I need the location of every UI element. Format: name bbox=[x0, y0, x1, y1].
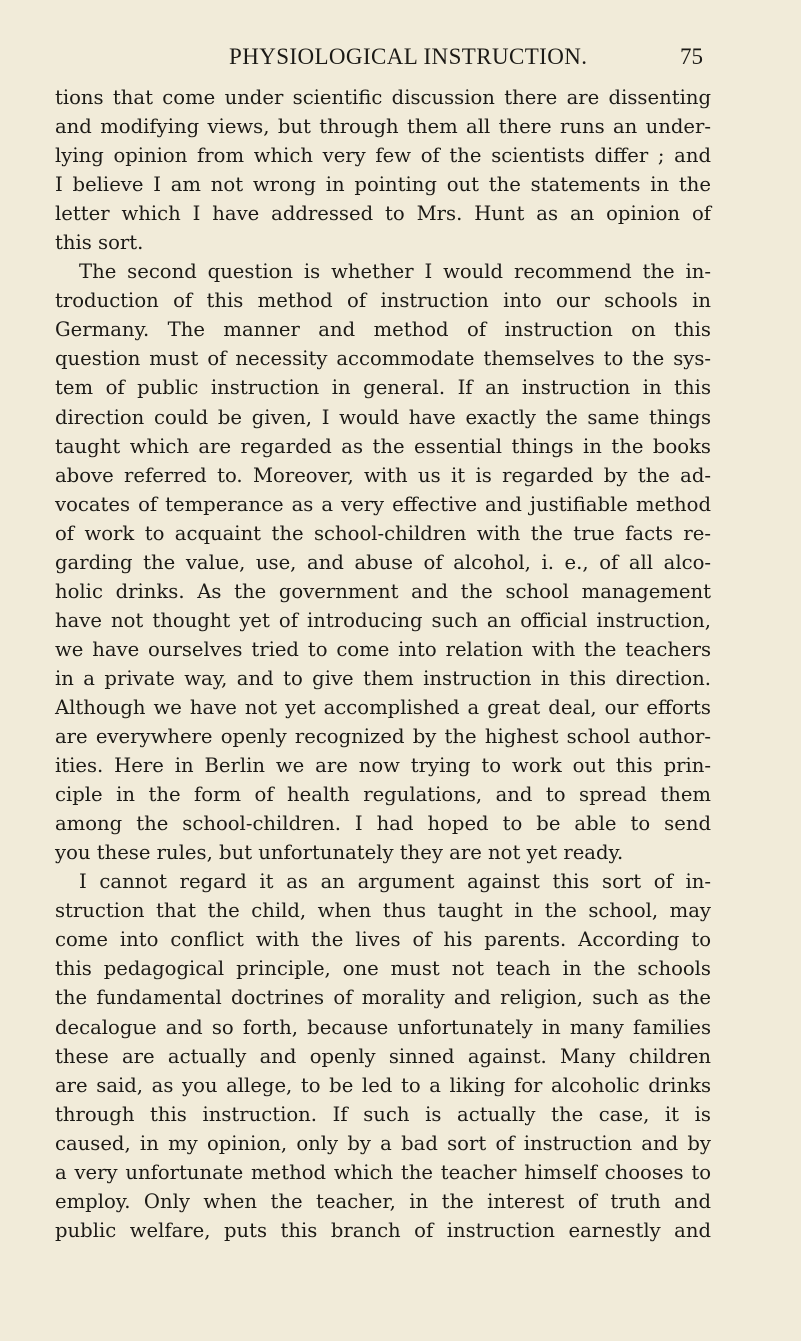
text-line: lying opinion from which very few of the scientists differ ; and bbox=[55, 144, 711, 168]
text-line: are said, as you allege, to be led to a liking for alcoholic drinks bbox=[55, 1073, 711, 1097]
text-line: Although we have not yet accomplished a great deal, our efforts bbox=[55, 695, 711, 719]
text-line: question must of necessity accommodate themselves to the sys- bbox=[55, 347, 711, 371]
text-line: tem of public instruction in general. If an instruction in this bbox=[55, 376, 711, 400]
text-line: direction could be given, I would have exactly the same things bbox=[55, 405, 711, 429]
text-line: these are actually and openly sinned against. Many children bbox=[55, 1044, 711, 1068]
text-line: caused, in my opinion, only by a bad sort of instruction and by bbox=[55, 1131, 711, 1155]
page-header bbox=[0, 44, 801, 74]
text-line: garding the value, use, and abuse of alcohol, i. e., of all alco- bbox=[55, 550, 711, 574]
text-line: the fundamental doctrines of morality and religion, such as the bbox=[55, 986, 711, 1010]
text-line: have not thought yet of introducing such an official instruction, bbox=[55, 608, 711, 632]
text-line: you these rules, but unfortunately they are not yet ready. bbox=[55, 841, 624, 865]
text-line: struction that the child, when thus taught in the school, may bbox=[55, 899, 711, 923]
text-line: among the school-children. I had hoped to be able to send bbox=[55, 812, 711, 836]
text-line: employ. Only when the teacher, in the interest of truth and bbox=[55, 1189, 711, 1213]
text-line: are everywhere openly recognized by the highest school author- bbox=[55, 725, 711, 749]
text-line: public welfare, puts this branch of instruction earnestly and bbox=[55, 1218, 711, 1242]
text-line: vocates of temperance as a very effective and justifiable method bbox=[55, 492, 711, 516]
text-line: ciple in the form of health regulations, and to spread them bbox=[55, 783, 711, 807]
text-line: a very unfortunate method which the teacher himself chooses to bbox=[55, 1160, 711, 1184]
text-line: of work to acquaint the school-children with the true facts re- bbox=[55, 521, 711, 545]
page-number: 75 bbox=[680, 44, 703, 69]
text-line: and modifying views, but through them all there runs an under- bbox=[55, 115, 711, 139]
text-line: decalogue and so forth, because unfortunately in many families bbox=[55, 1015, 711, 1039]
text-line: this pedagogical principle, one must not teach in the schools bbox=[55, 957, 711, 981]
text-line: this sort. bbox=[55, 231, 144, 255]
text-line: ities. Here in Berlin we are now trying to work out this prin- bbox=[55, 754, 711, 778]
body-text bbox=[55, 83, 711, 1245]
text-line: holic drinks. As the government and the school management bbox=[55, 579, 711, 603]
text-line: troduction of this method of instruction into our schools in bbox=[55, 289, 711, 313]
text-line: taught which are regarded as the essential things in the books bbox=[55, 434, 711, 458]
text-line: I believe I am not wrong in pointing out the statements in the bbox=[55, 173, 711, 197]
paragraph-start-line: I cannot regard it as an argument against this sort of in- bbox=[79, 870, 711, 894]
text-line: we have ourselves tried to come into relation with the teachers bbox=[55, 637, 711, 661]
text-line: through this instruction. If such is actually the case, it is bbox=[55, 1102, 711, 1126]
text-line: tions that come under scientific discussion there are dissenting bbox=[55, 86, 711, 109]
text-line: above referred to. Moreover, with us it is regarded by the ad- bbox=[55, 463, 711, 487]
paragraph-start-line: The second question is whether I would recommend the in- bbox=[79, 260, 711, 284]
text-line: come into conflict with the lives of his parents. According to bbox=[55, 928, 711, 952]
text-line: letter which I have addressed to Mrs. Hunt as an opinion of bbox=[55, 202, 711, 226]
text-line: in a private way, and to give them instruction in this direction. bbox=[55, 666, 711, 690]
running-head: PHYSIOLOGICAL INSTRUCTION. bbox=[229, 44, 588, 69]
text-line: Germany. The manner and method of instruction on this bbox=[55, 318, 711, 342]
